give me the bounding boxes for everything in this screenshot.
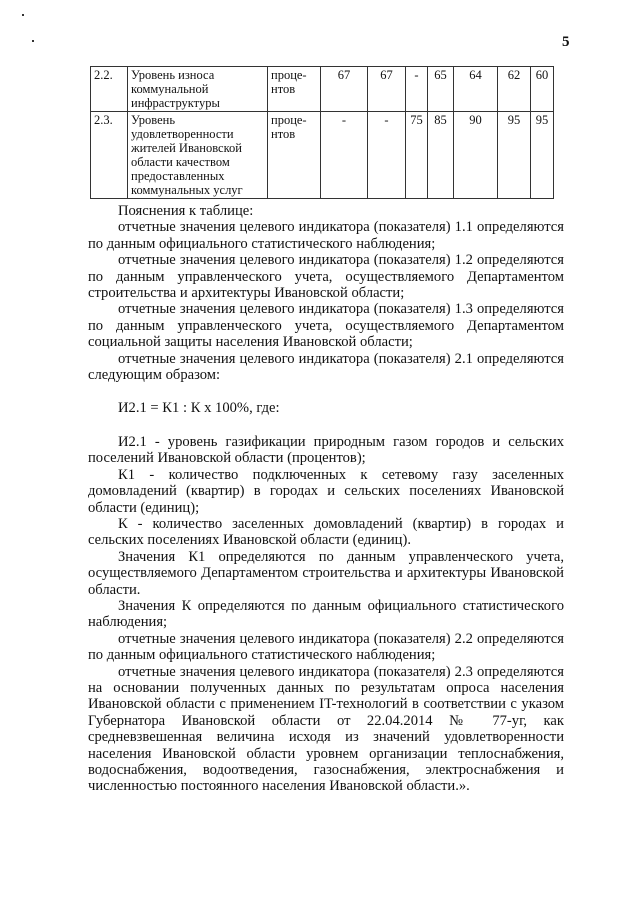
value-cell: 75 xyxy=(406,112,428,199)
value-cell: 95 xyxy=(531,112,554,199)
unit: проце-нтов xyxy=(268,67,321,112)
table-row xyxy=(91,67,554,112)
paragraph: И2.1 - уровень газификации природным газом городов и сельских поселений Ивановской области (процентов); xyxy=(88,433,564,467)
row-number: 2.3. xyxy=(91,112,128,199)
indicator-name: Уровень износа коммунальной инфраструктуры xyxy=(128,67,268,112)
value-cell: 62 xyxy=(498,67,531,112)
value-cell: 64 xyxy=(454,67,498,112)
value-cell: - xyxy=(321,112,368,199)
formula: И2.1 = К1 : К х 100%, где: xyxy=(118,400,280,417)
table-row xyxy=(91,112,554,199)
paragraph: отчетные значения целевого индикатора (показателя) 1.2 определяются по данным управленческого учета, осуществляемого Департаментом строительства и архитектуры Ивановской области; xyxy=(88,252,564,302)
value-cell: 90 xyxy=(454,112,498,199)
paragraph: отчетные значения целевого индикатора (показателя) 1.3 определяются по данным управленческого учета, осуществляемого Департаментом социальной защиты населения Ивановской области; xyxy=(88,301,564,351)
unit: проце-нтов xyxy=(268,112,321,199)
paragraph: Значения К1 определяются по данным управленческого учета, осуществляемого Департаментом строительства и архитектуры Ивановской области. xyxy=(88,548,564,598)
indicator-name: Уровень удовлетворенности жителей Ивановской области качеством предоставленных коммунальных услуг xyxy=(128,112,268,199)
body-text xyxy=(88,203,564,795)
paragraph: отчетные значения целевого индикатора (показателя) 2.2 определяются по данным официального статистического наблюдения; xyxy=(88,630,564,664)
scan-speck xyxy=(32,40,34,42)
paragraph: К - количество заселенных домовладений (квартир) в городах и сельских поселениях Ивановской области (единиц). xyxy=(88,515,564,549)
paragraph: отчетные значения целевого индикатора (показателя) 1.1 определяются по данным официального статистического наблюдения; xyxy=(88,219,564,252)
paragraph: отчетные значения целевого индикатора (показателя) 2.3 определяются на основании полученных данных по результатам опроса населения Ивановской области с применением IT-технологий в соответствии с указом Губернатора Ивановской области от 22.04.2014 № 77-уг, как средневзвешенная величина исходя из значений удовлетворенности населения Ивановской области уровнем организации теплоснабжения, водоснабжения, водоотведения, газоснабжения, электроснабжения и численностью постоянного населения Ивановской области.». xyxy=(88,663,564,795)
paragraph: К1 - количество подключенных к сетевому газу заселенных домовладений (квартир) в городах и сельских поселениях Ивановской области (единиц); xyxy=(88,466,564,516)
value-cell: 67 xyxy=(368,67,406,112)
paragraph: Значения К определяются по данным официального статистического наблюдения; xyxy=(88,597,564,631)
value-cell: 60 xyxy=(531,67,554,112)
value-cell: 95 xyxy=(498,112,531,199)
value-cell: 65 xyxy=(428,67,454,112)
value-cell: 85 xyxy=(428,112,454,199)
page-number: 5 xyxy=(562,34,570,50)
row-number: 2.2. xyxy=(91,67,128,112)
value-cell: - xyxy=(406,67,428,112)
value-cell: 67 xyxy=(321,67,368,112)
paragraph: отчетные значения целевого индикатора (показателя) 2.1 определяются следующим образом: xyxy=(88,350,564,384)
value-cell: - xyxy=(368,112,406,199)
paragraph: Пояснения к таблице: xyxy=(118,203,254,219)
scan-speck xyxy=(22,14,24,16)
indicator-table xyxy=(90,66,554,199)
